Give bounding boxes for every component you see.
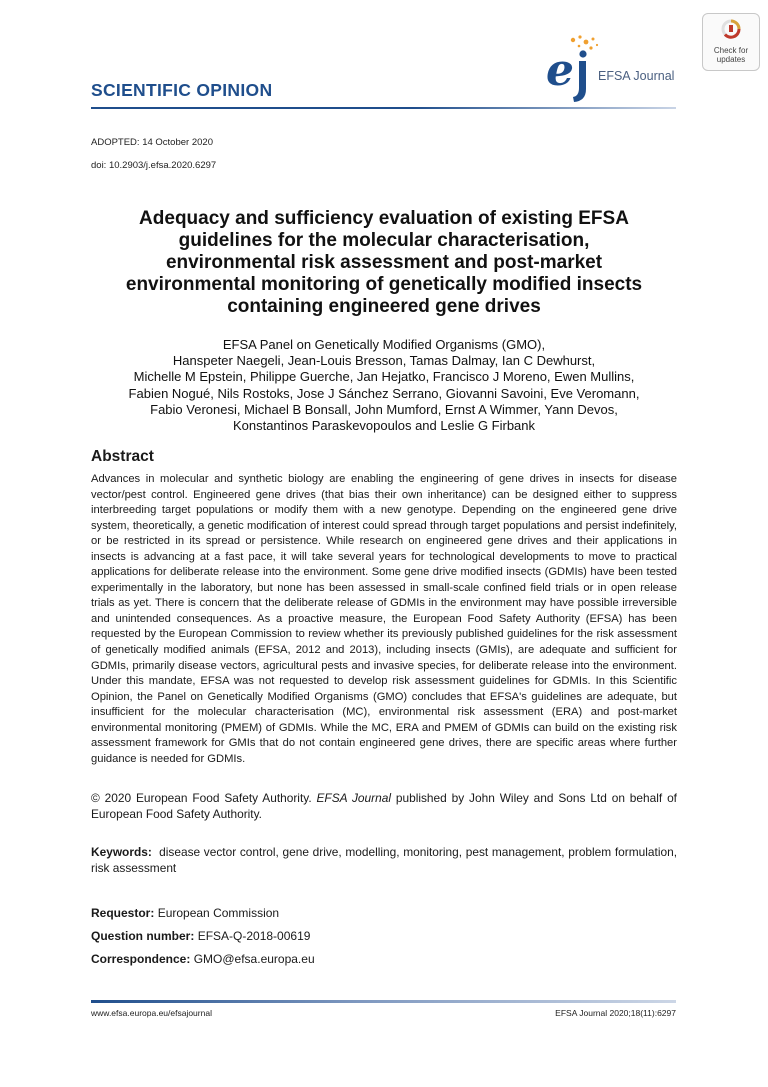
svg-text:e: e: [546, 45, 574, 96]
check-updates-label: [703, 46, 759, 64]
title-line: environmental monitoring of genetically modified insects: [125, 274, 643, 295]
keywords-text: disease vector control, gene drive, modelling, monitoring, pest management, problem formulation, risk assessment: [91, 845, 677, 876]
section-label: SCIENTIFIC OPINION: [91, 80, 273, 100]
footer-website-link[interactable]: www.efsa.europa.eu/efsajournal: [91, 1008, 212, 1018]
efsa-journal-logo[interactable]: [546, 33, 681, 105]
author-line: Michelle M Epstein, Philippe Guerche, Jan Hejatko, Francisco J Moreno, Ewen Mullins,: [133, 369, 635, 385]
title-line: Adequacy and sufficiency evaluation of existing EFSA: [139, 208, 629, 229]
author-line: Fabio Veronesi, Michael B Bonsall, John Mumford, Ernst A Wimmer, Yann Devos,: [150, 401, 618, 417]
copyright-suffix: published by John Wiley and Sons Ltd on behalf of European Food Safety Authority.: [91, 791, 677, 822]
author-line: Fabien Nogué, Nils Rostoks, Jose J Sánchez Serrano, Giovanni Savoini, Eve Veromann,: [128, 385, 640, 401]
copyright-journal: EFSA Journal: [316, 791, 391, 805]
question-number: [91, 929, 310, 943]
check-for-updates-badge[interactable]: [702, 13, 760, 71]
adopted-date: ADOPTED: 14 October 2020: [91, 137, 213, 148]
requestor: [91, 906, 279, 920]
question-number-value: EFSA-Q-2018-00619: [197, 929, 311, 943]
article-title: [92, 208, 676, 318]
copyright-prefix: © 2020 European Food Safety Authority.: [91, 791, 317, 805]
keywords: [91, 844, 677, 876]
question-number-label: Question number:: [91, 929, 195, 943]
abstract-text: Advances in molecular and synthetic biology are enabling the engineering of gene drives in insects for disease vector/pest control. Engineered gene drives (that bias their own inheritance) can be designed either to suppress interbreeding target populations or modify them with a new genotype. Depending on the engineered gene drive system, theoretically, a genetic modification of interest could spread through target populations and persist indefinitely, or be restricted in its spread or persistence. While research on engineered gene drives and their applications in insects is advancing at a fast pace, it will take several years for technological developments to move to practical applications for deliberate release into the environment. Some gene drive modified insects (GDMIs) have been tested experimentally in the laboratory, but none has been assessed in small-scale confined field trials or in open release trials as yet. There is concern that the deliberate release of GDMIs in the environment may have possible irreversible and unintended consequences. As a proactive measure, the European Food Safety Authority (EFSA) has been requested by the European Commission to review whether its previously published guidelines for the risk assessment of genetically modified animals (EFSA, 2012 and 2013), including insects (GMIs), are adequate and sufficient for GDMIs, primarily disease vectors, agricultural pests and invasive species, for deliberate release into the environment. Under this mandate, EFSA was not requested to develop risk assessment guidelines for GDMIs. In this Scientific Opinion, the Panel on Genetically Modified Organisms (GMO) concludes that EFSA's guidelines are adequate, but insufficient for the molecular characterisation (MC), environmental risk assessment (ERA) and post-market environmental monitoring (PMEM) of GDMIs. While the MC, ERA and PMEM of GDMIs can build on the existing risk assessment framework for GMIs that do not contain engineered gene drives, there are specific areas where further guidance is needed for GDMIs.: [91, 473, 677, 765]
check-updates-line2: updates: [716, 55, 746, 64]
requestor-value: European Commission: [157, 906, 280, 920]
title-line: containing engineered gene drives: [227, 296, 541, 317]
keywords-label: Keywords:: [91, 845, 152, 859]
update-icon: [721, 19, 741, 39]
journal-name: EFSA Journal: [598, 69, 675, 83]
author-line: EFSA Panel on Genetically Modified Organisms (GMO),: [222, 337, 546, 352]
abstract-heading: Abstract: [91, 448, 154, 465]
check-updates-line1: Check for: [713, 46, 749, 55]
correspondence: [91, 952, 315, 966]
author-line: Konstantinos Paraskevopoulos and Leslie G Firbank: [232, 418, 536, 434]
doi[interactable]: doi: 10.2903/j.efsa.2020.6297: [91, 160, 217, 171]
correspondence-email[interactable]: GMO@efsa.europa.eu: [193, 952, 315, 966]
author-list: [92, 337, 676, 434]
footer-citation: EFSA Journal 2020;18(11):6297: [555, 1008, 676, 1018]
title-line: guidelines for the molecular characterisation,: [178, 230, 590, 251]
title-line: environmental risk assessment and post-market: [165, 252, 603, 273]
copyright-notice: [91, 790, 677, 822]
footer-divider: [91, 1000, 676, 1003]
author-line: Hanspeter Naegeli, Jean-Louis Bresson, Tamas Dalmay, Ian C Dewhurst,: [172, 353, 596, 369]
requestor-label: Requestor:: [91, 906, 155, 920]
correspondence-label: Correspondence:: [91, 952, 191, 966]
header-divider: [91, 107, 676, 109]
